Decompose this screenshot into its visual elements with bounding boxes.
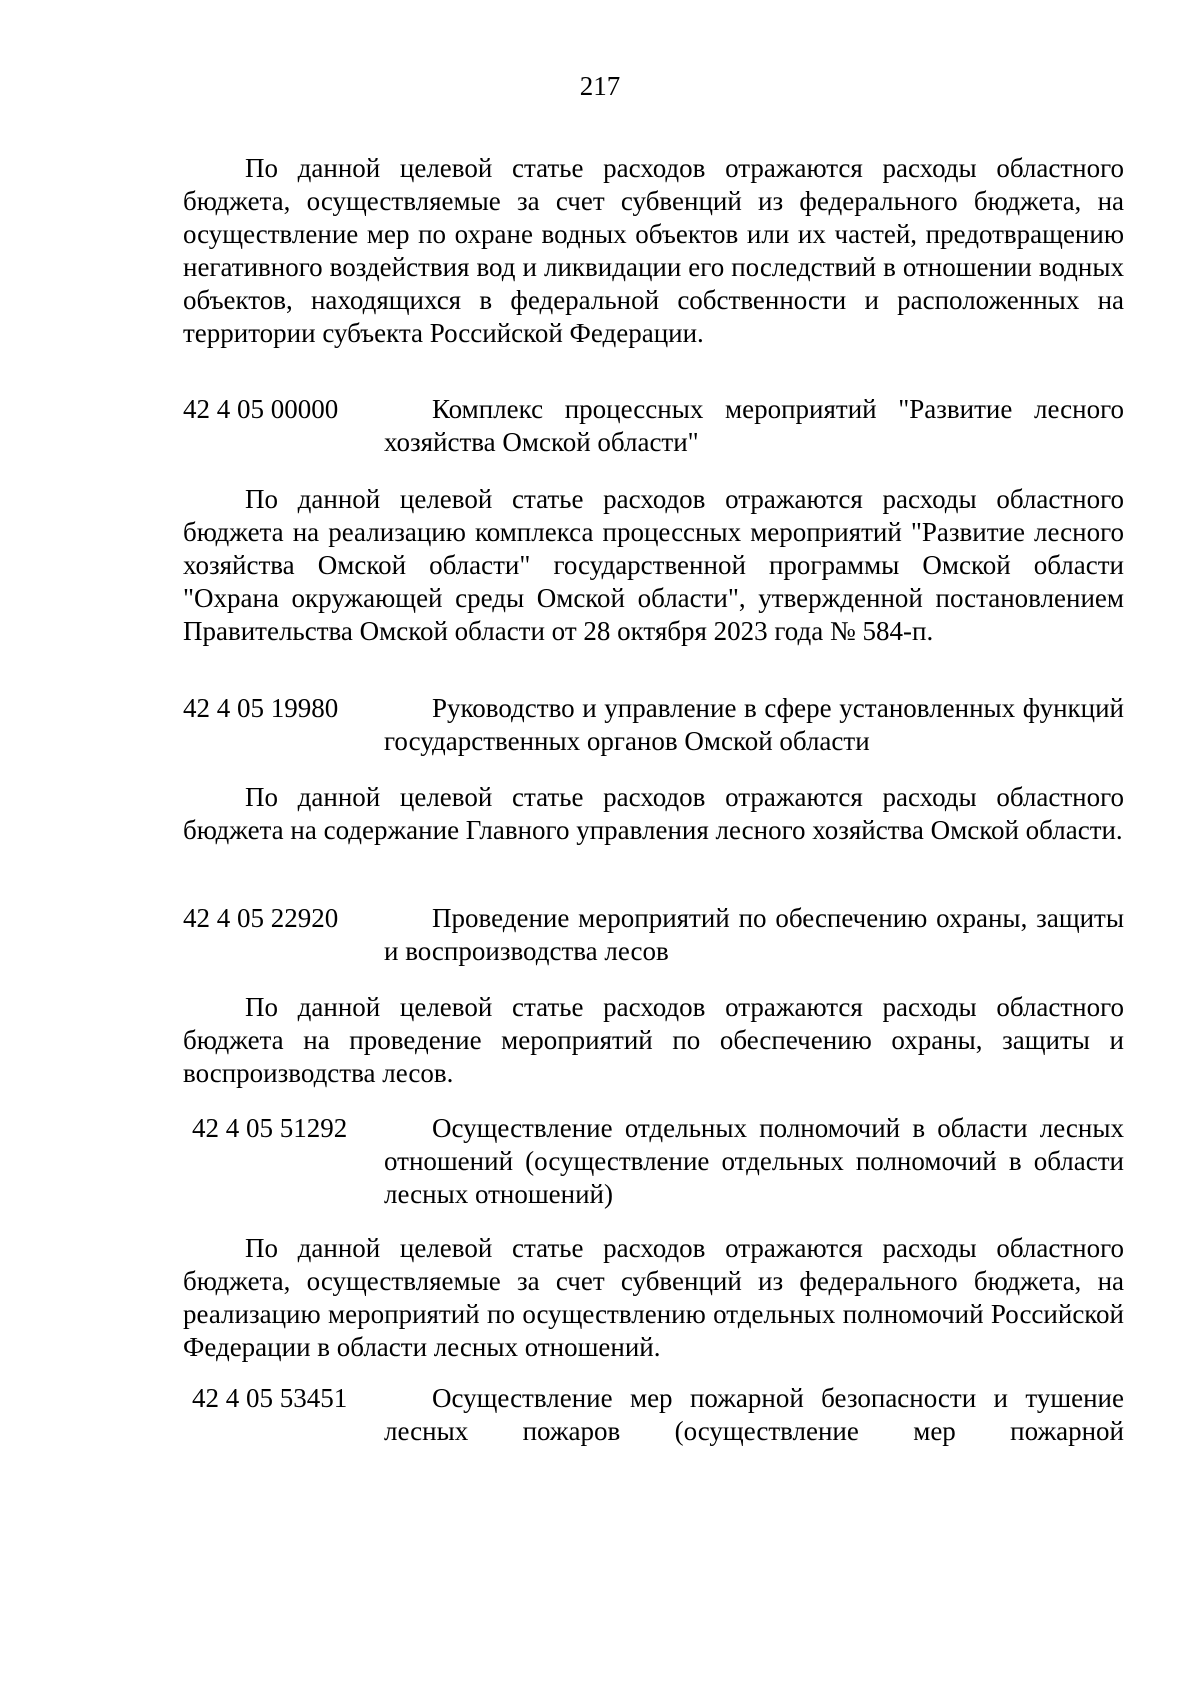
entry-code: 42 4 05 22920 (183, 903, 339, 933)
page-number: 217 (579, 71, 621, 101)
entry-code: 42 4 05 51292 (192, 1113, 348, 1143)
entry-title: Проведение мероприятий по обеспечению охраны, защиты и воспроизводства лесов (384, 903, 1124, 966)
entry-title: Руководство и управление в сфере установленных функций государственных органов Омской области (384, 693, 1124, 756)
entry-code: 42 4 05 19980 (183, 693, 339, 723)
entry-title: Комплекс процессных мероприятий "Развитие лесного хозяйства Омской области" (384, 394, 1124, 457)
paragraph-forest-relations: По данной целевой статье расходов отражаются расходы областного бюджета, осуществляемые за счет субвенций из федерального бюджета, на реализацию мероприятий по осуществлению отдельных полномочий Российской Федерации в области лесных отношений. (183, 1233, 1124, 1362)
paragraph-water-objects: По данной целевой статье расходов отражаются расходы областного бюджета, осуществляемые за счет субвенций из федерального бюджета, на осуществление мер по охране водных объектов или их частей, предотвращению негативного воздействия вод и ликвидации его последствий в отношении водных объектов, находящихся в федеральной собственности и расположенных на территории субъекта Российской Федерации. (183, 153, 1124, 348)
entry-42-4-05-53451 (183, 1382, 1124, 1448)
entry-42-4-05-22920 (183, 902, 1124, 968)
entry-42-4-05-51292 (183, 1112, 1124, 1211)
entry-code: 42 4 05 00000 (183, 394, 339, 424)
entry-code: 42 4 05 53451 (192, 1383, 348, 1413)
entry-42-4-05-00000 (183, 393, 1124, 459)
paragraph-forest-protection: По данной целевой статье расходов отражаются расходы областного бюджета на проведение мероприятий по обеспечению охраны, защиты и воспроизводства лесов. (183, 992, 1124, 1088)
paragraph-forestry-administration: По данной целевой статье расходов отражаются расходы областного бюджета на содержание Главного управления лесного хозяйства Омской области. (183, 782, 1124, 845)
entry-title: Осуществление мер пожарной безопасности и тушение лесных пожаров (осуществление мер пожарной (384, 1383, 1124, 1446)
entry-title: Осуществление отдельных полномочий в области лесных отношений (осуществление отдельных полномочий в области лесных отношений) (384, 1113, 1124, 1209)
entry-42-4-05-19980 (183, 692, 1124, 758)
paragraph-forestry-complex: По данной целевой статье расходов отражаются расходы областного бюджета на реализацию комплекса процессных мероприятий "Развитие лесного хозяйства Омской области" государственной программы Омской области "Охрана окружающей среды Омской области", утвержденной постановлением Правительства Омской области от 28 октября 2023 года № 584-п. (183, 484, 1124, 646)
